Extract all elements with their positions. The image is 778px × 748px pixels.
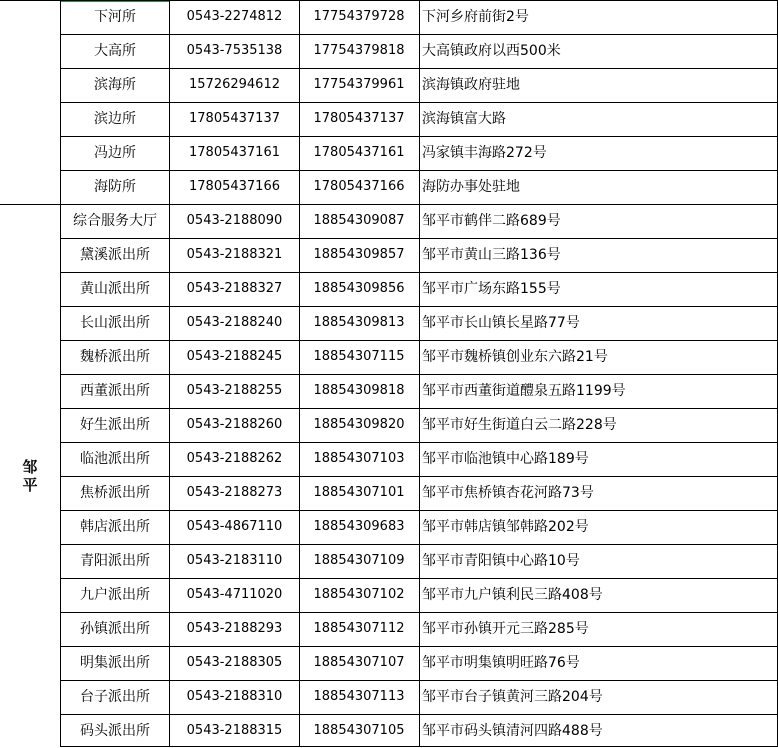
landline-number: 15726294612	[189, 77, 280, 92]
station-address: 邹平市鹤伴二路689号	[422, 213, 561, 229]
station-name: 青阳派出所	[80, 553, 150, 569]
station-address: 冯家镇丰海路272号	[422, 145, 547, 161]
station-name: 滨海所	[94, 77, 136, 93]
mobile-number: 18854307112	[313, 621, 405, 636]
station-address: 邹平市明集镇明旺路76号	[422, 655, 580, 671]
station-address: 邹平市韩店镇邹韩路202号	[422, 519, 589, 535]
station-name: 码头派出所	[80, 723, 150, 739]
mobile-number: 18854307109	[313, 553, 405, 568]
station-address: 邹平市焦桥镇杏花河路73号	[422, 485, 594, 501]
station-address: 邹平市长山镇长星路77号	[422, 315, 580, 331]
mobile-number: 17754379818	[313, 43, 405, 58]
station-address: 滨海镇富大路	[422, 111, 506, 127]
landline-number: 0543-2188240	[186, 315, 283, 330]
table-row	[0, 442, 778, 476]
mobile-number: 18854309813	[313, 315, 405, 330]
table-row	[0, 544, 778, 578]
landline-number: 0543-2188255	[186, 383, 283, 398]
region-label-char: 平	[22, 476, 38, 494]
landline-number: 0543-2274812	[186, 9, 283, 24]
station-name: 黛溪派出所	[80, 247, 150, 263]
table-row	[0, 408, 778, 442]
landline-number: 17805437161	[189, 145, 280, 160]
mobile-number: 18854307113	[313, 689, 405, 704]
station-name: 滨边所	[94, 111, 136, 127]
mobile-number: 18854307107	[313, 655, 405, 670]
table-row	[0, 68, 778, 102]
table-row	[0, 476, 778, 510]
mobile-number: 18854309820	[313, 417, 405, 432]
table-row	[0, 34, 778, 68]
station-address: 邹平市好生街道白云二路228号	[422, 417, 617, 433]
station-name: 台子派出所	[80, 689, 150, 705]
landline-number: 0543-2188321	[186, 247, 283, 262]
landline-number: 0543-2188260	[186, 417, 283, 432]
table-row	[0, 0, 778, 34]
station-address: 邹平市青阳镇中心路10号	[422, 553, 580, 569]
station-address: 邹平市临池镇中心路189号	[422, 451, 589, 467]
mobile-number: 18854309087	[313, 213, 405, 228]
station-name: 大高所	[94, 43, 136, 59]
table-row	[0, 136, 778, 170]
station-address: 大高镇政府以西500米	[422, 43, 561, 59]
table-row	[0, 714, 778, 748]
mobile-number: 17754379728	[313, 9, 405, 24]
table-row	[0, 238, 778, 272]
landline-number: 0543-2188327	[186, 281, 283, 296]
landline-number: 0543-2188273	[186, 485, 283, 500]
station-name: 临池派出所	[80, 451, 150, 467]
landline-number: 0543-4711020	[186, 587, 283, 602]
station-address: 邹平市广场东路155号	[422, 281, 561, 297]
region-label-char: 邹	[22, 458, 38, 476]
landline-number: 0543-2188245	[186, 349, 283, 364]
station-name: 冯边所	[94, 145, 136, 161]
station-name: 好生派出所	[80, 417, 150, 433]
table-row	[0, 340, 778, 374]
table-row	[0, 272, 778, 306]
mobile-number: 18854309856	[313, 281, 405, 296]
mobile-number: 18854307103	[313, 451, 405, 466]
station-address: 邹平市孙镇开元三路285号	[422, 621, 589, 637]
mobile-number: 18854307115	[313, 349, 405, 364]
landline-number: 0543-2188293	[186, 621, 283, 636]
station-name: 孙镇派出所	[80, 621, 150, 637]
mobile-number: 17805437161	[313, 145, 405, 160]
landline-number: 0543-7535138	[186, 43, 283, 58]
table-row	[0, 612, 778, 646]
mobile-number: 18854309683	[313, 519, 405, 534]
station-name: 焦桥派出所	[80, 485, 150, 501]
landline-number: 0543-2188310	[186, 689, 283, 704]
table-row	[0, 680, 778, 714]
station-name: 魏桥派出所	[80, 349, 150, 365]
station-address: 下河乡府前街2号	[422, 9, 529, 25]
station-name: 海防所	[94, 179, 136, 195]
mobile-number: 18854309818	[313, 383, 405, 398]
station-address: 海防办事处驻地	[422, 179, 520, 195]
station-name: 韩店派出所	[80, 519, 150, 535]
mobile-number: 17805437137	[313, 111, 405, 126]
landline-number: 17805437137	[189, 111, 280, 126]
landline-number: 17805437166	[189, 179, 280, 194]
table-row	[0, 204, 778, 238]
station-name: 明集派出所	[80, 655, 150, 671]
table-row	[0, 510, 778, 544]
landline-number: 0543-4867110	[186, 519, 283, 534]
landline-number: 0543-2188305	[186, 655, 283, 670]
table-row	[0, 306, 778, 340]
landline-number: 0543-2183110	[186, 553, 283, 568]
landline-number: 0543-2188090	[186, 213, 283, 228]
mobile-number: 18854307101	[313, 485, 405, 500]
station-address: 邹平市九户镇利民三路408号	[422, 587, 603, 603]
station-address: 邹平市黄山三路136号	[422, 247, 561, 263]
station-name: 西董派出所	[80, 383, 150, 399]
landline-number: 0543-2188262	[186, 451, 283, 466]
station-address: 邹平市西董街道醴泉五路1199号	[422, 383, 626, 399]
station-name: 长山派出所	[80, 315, 150, 331]
table-row	[0, 170, 778, 204]
station-name: 综合服务大厅	[73, 213, 157, 229]
station-address: 滨海镇政府驻地	[422, 77, 520, 93]
table-row	[0, 578, 778, 612]
mobile-number: 18854309857	[313, 247, 405, 262]
station-name: 下河所	[94, 9, 136, 25]
table-row	[0, 374, 778, 408]
station-name: 黄山派出所	[80, 281, 150, 297]
landline-number: 0543-2188315	[186, 723, 283, 738]
mobile-number: 18854307102	[313, 587, 405, 602]
station-address: 邹平市魏桥镇创业东六路21号	[422, 349, 608, 365]
station-name: 九户派出所	[80, 587, 150, 603]
station-address: 邹平市码头镇清河四路488号	[422, 723, 603, 739]
mobile-number: 17805437166	[313, 179, 405, 194]
table-row	[0, 646, 778, 680]
mobile-number: 18854307105	[313, 723, 405, 738]
table-row	[0, 102, 778, 136]
station-address: 邹平市台子镇黄河三路204号	[422, 689, 603, 705]
mobile-number: 17754379961	[313, 77, 405, 92]
